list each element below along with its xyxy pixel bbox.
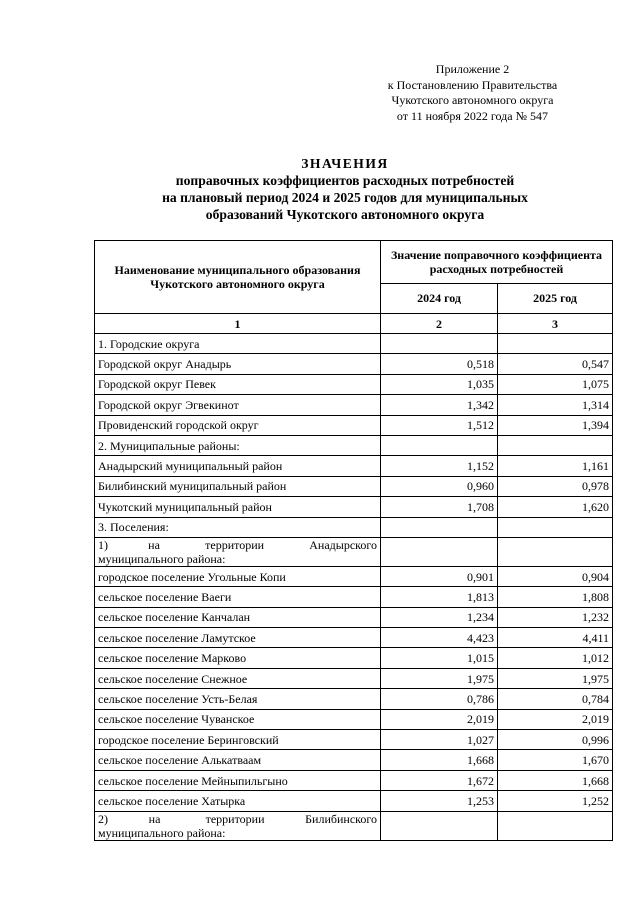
table-row — [95, 750, 613, 770]
row-name: Городской округ Певек — [95, 374, 381, 394]
table-row — [95, 334, 613, 354]
value-2025 — [498, 517, 613, 537]
row-name: сельское поселение Ваеги — [95, 587, 381, 607]
row-name: Городской округ Эгвекинот — [95, 395, 381, 415]
title-line: на плановый период 2024 и 2025 годов для муниципальных — [162, 190, 528, 205]
header-value: Значение поправочного коэффициента расходных потребностей — [381, 241, 613, 284]
row-name: сельское поселение Канчалан — [95, 607, 381, 627]
row-name-line: 2) на территории Билибинского — [98, 811, 377, 826]
appendix-block — [360, 62, 585, 124]
table-row — [95, 770, 613, 790]
value-2025: 0,978 — [498, 476, 613, 496]
value-2025: 1,975 — [498, 668, 613, 688]
row-name-line: муниципального района: — [98, 551, 226, 566]
value-2024: 4,423 — [381, 628, 498, 648]
table-row — [95, 415, 613, 435]
value-2024: 2,019 — [381, 709, 498, 729]
value-2025: 1,161 — [498, 456, 613, 476]
row-name: сельское поселение Марково — [95, 648, 381, 668]
table-row — [95, 791, 613, 811]
value-2024: 1,152 — [381, 456, 498, 476]
value-2025 — [498, 537, 613, 566]
row-name: сельское поселение Чуванское — [95, 709, 381, 729]
value-2024 — [381, 537, 498, 566]
value-2025: 0,784 — [498, 689, 613, 709]
row-name: Городской округ Анадырь — [95, 354, 381, 374]
value-2024: 1,015 — [381, 648, 498, 668]
document-title — [0, 155, 640, 223]
value-2024: 1,253 — [381, 791, 498, 811]
value-2025 — [498, 435, 613, 455]
header-year-2024: 2024 год — [381, 283, 498, 313]
row-name: городское поселение Беринговский — [95, 730, 381, 750]
coefficients-table — [94, 240, 613, 841]
value-2024 — [381, 334, 498, 354]
value-2024: 1,027 — [381, 730, 498, 750]
table-row — [95, 354, 613, 374]
table-row — [95, 497, 613, 517]
row-name: городское поселение Угольные Копи — [95, 566, 381, 586]
row-name: сельское поселение Алькатваам — [95, 750, 381, 770]
row-name — [95, 811, 381, 840]
row-name: Провиденский городской округ — [95, 415, 381, 435]
appendix-line: от 11 ноября 2022 года № 547 — [396, 108, 549, 123]
value-2025: 1,314 — [498, 395, 613, 415]
value-2024 — [381, 811, 498, 840]
row-name: Чукотский муниципальный район — [95, 497, 381, 517]
table-row — [95, 374, 613, 394]
row-name: сельское поселение Хатырка — [95, 791, 381, 811]
value-2025: 1,012 — [498, 648, 613, 668]
table-row — [95, 476, 613, 496]
value-2025: 4,411 — [498, 628, 613, 648]
appendix-line: Чукотского автономного округа — [391, 93, 554, 107]
table-row — [95, 607, 613, 627]
header-name: Наименование муниципального образования Чукотского автономного округа — [95, 241, 381, 314]
value-2024: 1,708 — [381, 497, 498, 517]
value-2024: 1,035 — [381, 374, 498, 394]
value-2025: 0,547 — [498, 354, 613, 374]
value-2025: 0,904 — [498, 566, 613, 586]
table-row — [95, 730, 613, 750]
value-2024: 1,342 — [381, 395, 498, 415]
row-name: сельское поселение Усть-Белая — [95, 689, 381, 709]
value-2024: 1,234 — [381, 607, 498, 627]
column-number: 3 — [498, 314, 613, 334]
value-2024: 0,960 — [381, 476, 498, 496]
table-row — [95, 587, 613, 607]
table-row — [95, 566, 613, 586]
row-name-line: 1) на территории Анадырского — [98, 537, 377, 552]
value-2024: 0,518 — [381, 354, 498, 374]
value-2025: 1,232 — [498, 607, 613, 627]
value-2024: 1,672 — [381, 770, 498, 790]
column-number: 1 — [95, 314, 381, 334]
value-2025 — [498, 811, 613, 840]
appendix-line: к Постановлению Правительства — [387, 77, 558, 92]
value-2024 — [381, 435, 498, 455]
row-name: сельское поселение Ламутское — [95, 628, 381, 648]
column-number: 2 — [381, 314, 498, 334]
row-name — [95, 537, 381, 566]
value-2025: 0,996 — [498, 730, 613, 750]
table-row — [95, 456, 613, 476]
value-2024: 0,786 — [381, 689, 498, 709]
value-2024: 1,975 — [381, 668, 498, 688]
title-main: ЗНАЧЕНИЯ — [301, 156, 389, 171]
row-name: 2. Муниципальные районы: — [95, 435, 381, 455]
value-2024: 1,512 — [381, 415, 498, 435]
table-row — [95, 689, 613, 709]
row-name: 1. Городские округа — [95, 334, 381, 354]
table-row — [95, 648, 613, 668]
value-2025: 1,808 — [498, 587, 613, 607]
table-row — [95, 668, 613, 688]
header-year-2025: 2025 год — [498, 283, 613, 313]
table-row — [95, 537, 613, 566]
row-name: сельское поселение Мейныпильгыно — [95, 770, 381, 790]
row-name: Анадырский муниципальный район — [95, 456, 381, 476]
row-name: 3. Поселения: — [95, 517, 381, 537]
row-name: Билибинский муниципальный район — [95, 476, 381, 496]
value-2025: 1,252 — [498, 791, 613, 811]
table-row — [95, 709, 613, 729]
value-2024: 1,813 — [381, 587, 498, 607]
value-2024: 0,901 — [381, 566, 498, 586]
table-row — [95, 435, 613, 455]
value-2025 — [498, 334, 613, 354]
table-row — [95, 517, 613, 537]
value-2025: 1,075 — [498, 374, 613, 394]
table-row — [95, 628, 613, 648]
row-name-line: муниципального района: — [98, 825, 226, 840]
title-line: образований Чукотского автономного округа — [205, 207, 485, 222]
value-2024 — [381, 517, 498, 537]
row-name: сельское поселение Снежное — [95, 668, 381, 688]
value-2025: 1,394 — [498, 415, 613, 435]
appendix-line: Приложение 2 — [435, 62, 510, 76]
value-2025: 1,620 — [498, 497, 613, 517]
value-2024: 1,668 — [381, 750, 498, 770]
value-2025: 1,668 — [498, 770, 613, 790]
table-row — [95, 395, 613, 415]
value-2025: 1,670 — [498, 750, 613, 770]
value-2025: 2,019 — [498, 709, 613, 729]
table-row — [95, 811, 613, 840]
title-line: поправочных коэффициентов расходных потребностей — [175, 173, 515, 188]
